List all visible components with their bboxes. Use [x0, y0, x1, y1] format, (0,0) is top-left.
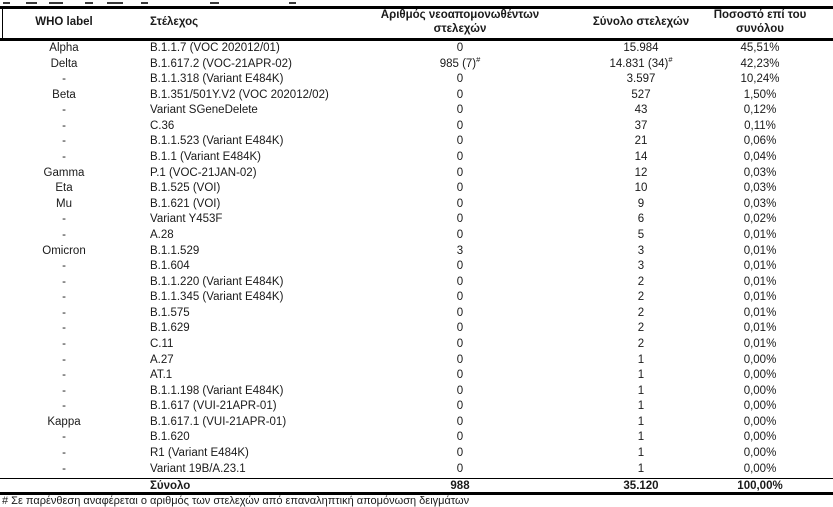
table-row [0, 384, 833, 400]
total-strains-cell: 3 [637, 260, 645, 273]
total-strains-cell: 1 [637, 384, 645, 397]
percentage-cell: 0,00% [743, 447, 777, 460]
new-isolates-cell: 0 [456, 431, 464, 444]
percentage-cell: 1,50% [743, 88, 777, 101]
new-isolates-cell: 0 [456, 337, 464, 350]
who-label-cell: Omicron [42, 244, 86, 257]
hash-footnote-marker: # [668, 54, 673, 64]
new-isolates-cell: 0 [456, 104, 464, 117]
total-new-isolates: 988 [450, 479, 470, 492]
strain-cell: B.1.1.523 (Variant E484K) [150, 135, 284, 148]
percentage-cell: 0,01% [743, 244, 777, 257]
who-label-cell: Alpha [49, 42, 79, 54]
strain-cell: B.1.1.220 (Variant E484K) [150, 275, 284, 288]
who-label-cell: - [62, 135, 66, 148]
percentage-cell: 0,01% [743, 275, 777, 288]
strain-cell: B.1.617 (VUI-21APR-01) [150, 400, 277, 413]
total-strains-cell: 1 [637, 415, 645, 428]
new-isolates-cell: 0 [456, 462, 464, 475]
who-label-cell: Delta [50, 57, 78, 70]
percentage-cell: 0,06% [743, 135, 777, 148]
total-row-label: Σύνολο [150, 479, 191, 492]
table-row [0, 259, 833, 275]
table-row [0, 446, 833, 462]
total-strains-cell: 10 [634, 182, 648, 195]
header-percentage: Ποσοστό επί του συνόλου [713, 9, 807, 35]
total-strains-cell: 1 [637, 447, 645, 460]
new-isolates-cell: 0 [456, 369, 464, 382]
percentage-cell: 0,00% [743, 462, 777, 475]
who-label-cell: - [62, 447, 66, 460]
new-isolates-cell: 3 [456, 244, 464, 257]
strain-cell: C.36 [150, 119, 175, 132]
new-isolates-cell: 0 [456, 197, 464, 210]
strain-cell: B.1.1.529 [150, 244, 200, 257]
strain-cell: R1 (Variant E484K) [150, 447, 249, 460]
footnote-text: # Σε παρένθεση αναφέρεται ο αριθμός των στελεχών από επαναληπτική απομόνωση δειγμάτων [2, 494, 470, 507]
who-label-cell: Gamma [43, 166, 85, 179]
strain-cell: Variant 19B/A.23.1 [150, 462, 246, 475]
who-label-cell: - [62, 119, 66, 132]
total-strains-cell: 3.597 [626, 73, 656, 86]
table-row [0, 134, 833, 150]
percentage-cell: 0,11% [744, 119, 776, 132]
new-isolates-cell: 0 [456, 415, 464, 428]
percentage-cell: 0,01% [743, 322, 777, 335]
table-row [0, 119, 833, 135]
new-isolates-cell: 0 [456, 135, 464, 148]
strain-cell: B.1.617.2 (VOC-21APR-02) [150, 57, 292, 70]
table-row [0, 415, 833, 431]
who-label-cell: - [62, 275, 66, 288]
table-row [0, 72, 833, 88]
percentage-cell: 0,01% [743, 337, 777, 350]
who-label-cell: - [62, 228, 66, 241]
new-isolates-cell: 0 [456, 353, 464, 366]
who-label-cell: - [62, 322, 66, 335]
strain-cell: B.1.629 [150, 322, 190, 335]
total-strains-cell: 21 [634, 135, 648, 148]
cropped-footnote-fragment [2, 494, 522, 507]
strain-cell: B.1.351/501Y.V2 (VOC 202012/02) [150, 88, 329, 101]
table-row [0, 275, 833, 291]
strain-cell: AT.1 [150, 369, 173, 382]
total-strains-cell: 2 [637, 322, 645, 335]
percentage-cell: 0,12% [743, 104, 777, 117]
header-total-strains: Σύνολο στελεχών [592, 15, 690, 28]
table-row [0, 462, 833, 478]
total-strains-cell: 9 [637, 197, 645, 210]
who-label-cell: - [62, 213, 66, 226]
percentage-cell: 42,23% [740, 57, 780, 70]
strain-cell: B.1.620 [150, 431, 190, 444]
total-strains-cell: 43 [634, 104, 648, 117]
who-label-cell: - [62, 431, 66, 444]
table-row [0, 54, 833, 73]
who-label-cell: - [62, 369, 66, 382]
strain-cell: B.1.1.7 (VOC 202012/01) [150, 42, 280, 54]
table-row [0, 88, 833, 104]
table-row [0, 353, 833, 369]
strain-cell: P.1 (VOC-21JAN-02) [150, 166, 257, 179]
strain-cell: A.27 [150, 353, 174, 366]
who-label-cell: - [62, 73, 66, 86]
percentage-cell: 0,03% [743, 197, 777, 210]
new-isolates-cell: 985 (7)# [439, 54, 481, 70]
strain-cell: B.1.621 (VOI) [150, 197, 221, 210]
who-label-cell: - [62, 151, 66, 164]
total-strains-cell: 1 [637, 462, 645, 475]
total-strains-cell: 3 [637, 244, 645, 257]
total-strains-cell: 1 [637, 400, 645, 413]
who-label-cell: - [62, 306, 66, 319]
new-isolates-cell: 0 [456, 213, 464, 226]
total-strains-sum: 35.120 [623, 479, 659, 492]
who-label-cell: - [62, 462, 66, 475]
table-row [0, 337, 833, 353]
who-label-cell: - [62, 337, 66, 350]
percentage-cell: 0,00% [743, 400, 777, 413]
percentage-cell: 0,02% [743, 213, 777, 226]
percentage-cell: 0,00% [743, 384, 777, 397]
total-strains-cell: 5 [637, 228, 645, 241]
percentage-cell: 0,00% [743, 353, 777, 366]
percentage-cell: 0,03% [743, 182, 777, 195]
table-row [0, 181, 833, 197]
total-strains-cell: 2 [637, 306, 645, 319]
strain-cell: B.1.1.198 (Variant E484K) [150, 384, 284, 397]
table-row [0, 368, 833, 384]
percentage-cell: 0,00% [743, 415, 777, 428]
total-strains-cell: 6 [637, 213, 645, 226]
new-isolates-cell: 0 [456, 291, 464, 304]
total-strains-cell: 1 [637, 369, 645, 382]
new-isolates-cell: 0 [456, 151, 464, 164]
table-row [0, 103, 833, 119]
who-label-cell: - [62, 291, 66, 304]
strain-cell: B.1.525 (VOI) [150, 182, 221, 195]
total-strains-cell: 1 [637, 431, 645, 444]
strain-cell: B.1.604 [150, 260, 190, 273]
total-strains-cell: 2 [637, 291, 645, 304]
percentage-cell: 10,24% [740, 73, 780, 86]
new-isolates-cell: 0 [456, 73, 464, 86]
new-isolates-cell: 0 [456, 275, 464, 288]
who-label-cell: Kappa [47, 415, 81, 428]
who-label-cell: Eta [55, 182, 73, 195]
new-isolates-cell: 0 [456, 166, 464, 179]
strain-cell: B.1.1.318 (Variant E484K) [150, 73, 284, 86]
percentage-cell: 0,00% [743, 369, 777, 382]
strain-cell: Variant Y453F [150, 213, 223, 226]
percentage-cell: 0,03% [743, 166, 777, 179]
percentage-cell: 0,01% [743, 291, 777, 304]
header-new-isolates: Αριθμός νεοαπομονωθέντων στελεχών [380, 9, 540, 35]
new-isolates-cell: 0 [456, 306, 464, 319]
total-strains-cell: 15.984 [623, 42, 659, 54]
table-row [0, 430, 833, 446]
who-label-cell: Beta [52, 88, 76, 101]
new-isolates-cell: 0 [456, 322, 464, 335]
total-percentage: 100,00% [737, 479, 783, 492]
cropped-text-remnant-top [3, 0, 296, 5]
new-isolates-cell: 0 [456, 228, 464, 241]
percentage-cell: 45,51% [740, 42, 780, 54]
new-isolates-cell: 0 [456, 88, 464, 101]
strain-cell: B.1.575 [150, 306, 190, 319]
table-row [0, 321, 833, 337]
table-total-row [0, 480, 833, 493]
who-label-cell: - [62, 400, 66, 413]
new-isolates-cell: 0 [456, 182, 464, 195]
table-row [0, 290, 833, 306]
who-label-cell: Mu [56, 197, 72, 210]
percentage-cell: 0,01% [743, 228, 777, 241]
new-isolates-cell: 0 [456, 384, 464, 397]
table-row [0, 306, 833, 322]
table-row [0, 41, 833, 57]
table-row [0, 228, 833, 244]
strain-cell: Variant SGeneDelete [150, 104, 258, 117]
percentage-cell: 0,01% [743, 260, 777, 273]
total-strains-cell: 12 [634, 166, 648, 179]
total-strains-cell: 2 [637, 275, 645, 288]
table-row [0, 399, 833, 415]
total-strains-cell: 1 [637, 353, 645, 366]
table-row [0, 197, 833, 213]
total-strains-cell: 14 [634, 151, 648, 164]
table-row [0, 244, 833, 260]
total-strains-cell: 2 [637, 337, 645, 350]
new-isolates-cell: 0 [456, 119, 464, 132]
table-header-row [0, 9, 833, 36]
strain-cell: A.28 [150, 228, 174, 241]
table-row [0, 212, 833, 228]
header-strain: Στέλεχος [150, 15, 199, 28]
new-isolates-cell: 0 [456, 400, 464, 413]
percentage-cell: 0,04% [743, 151, 777, 164]
strain-cell: C.11 [150, 337, 174, 350]
percentage-cell: 0,01% [743, 306, 777, 319]
who-label-cell: - [62, 353, 66, 366]
who-label-cell: - [62, 104, 66, 117]
new-isolates-cell: 0 [456, 447, 464, 460]
who-label-cell: - [62, 384, 66, 397]
table-body [0, 41, 833, 477]
table-row [0, 166, 833, 182]
total-strains-cell: 37 [634, 119, 648, 132]
total-row-spacer [0, 480, 144, 493]
new-isolates-cell: 0 [456, 42, 464, 54]
percentage-cell: 0,00% [743, 431, 777, 444]
table-row [0, 150, 833, 166]
total-strains-cell: 14.831 (34)# [609, 54, 673, 70]
strain-cell: B.1.1.345 (Variant E484K) [150, 291, 284, 304]
header-who-label: WHO label [35, 15, 93, 28]
new-isolates-cell: 0 [456, 260, 464, 273]
who-label-cell: - [62, 260, 66, 273]
strain-cell: B.1.617.1 (VUI-21APR-01) [150, 415, 287, 428]
total-strains-cell: 527 [631, 88, 651, 101]
hash-footnote-marker: # [476, 54, 481, 64]
strain-cell: B.1.1 (Variant E484K) [150, 151, 262, 164]
